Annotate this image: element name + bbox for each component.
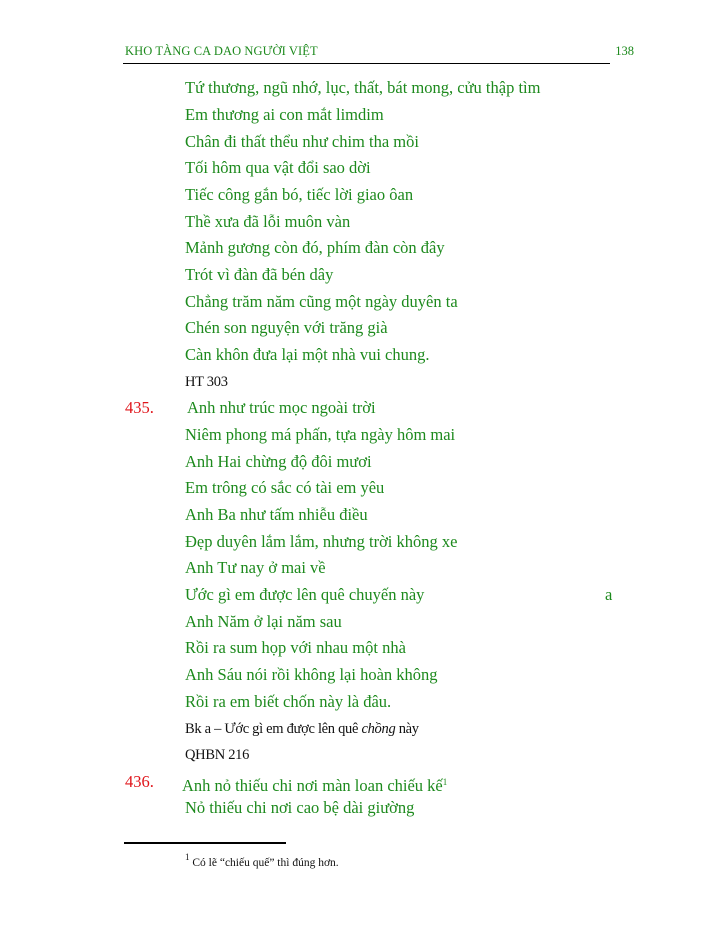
variant-marker: a	[605, 585, 613, 604]
verse-line: Niêm phong má phấn, tựa ngày hôm mai	[185, 425, 456, 444]
source-reference: QHBN 216	[185, 747, 250, 763]
verse-line: Càn khôn đưa lại một nhà vui chung.	[185, 345, 430, 364]
verse-line: Anh Tư nay ở mai về	[185, 558, 326, 577]
verse-line: Rồi ra em biết chốn này là đâu.	[185, 692, 392, 711]
verse-line: Anh Năm ở lại năm sau	[185, 612, 342, 631]
footnote-reference[interactable]: 1	[442, 777, 448, 787]
verse-line: Mảnh gương còn đó, phím đàn còn đây	[185, 238, 445, 257]
verse-line: Rồi ra sum họp với nhau một nhà	[185, 638, 406, 657]
source-reference: HT 303	[185, 374, 228, 390]
verse-line: Anh Hai chừng độ đôi mươi	[185, 452, 372, 471]
variant-note-text: Bk a – Ước gì em được lên quê	[185, 721, 362, 737]
footnote-mark: 1	[185, 852, 190, 862]
verse-line: Tứ thương, ngũ nhớ, lục, thất, bát mong, cửu thập tìm	[185, 78, 541, 97]
header-rule	[123, 63, 610, 64]
variant-note	[185, 719, 419, 739]
verse-line: Trót vì đàn đã bén dây	[185, 265, 334, 284]
verse-number: 436.	[125, 772, 154, 791]
verse-line: Anh Ba như tấm nhiễu điều	[185, 505, 368, 524]
verse-line-text: Anh nỏ thiếu chi nơi màn loan chiếu kế	[182, 776, 443, 795]
verse-line: Nỏ thiếu chi nơi cao bệ dài giường	[185, 798, 415, 817]
variant-note-end: này	[395, 721, 419, 737]
verse-line: Anh như trúc mọc ngoài trời	[187, 398, 376, 417]
verse-line: Đẹp duyên lắm lắm, nhưng trời không xe	[185, 532, 458, 551]
verse-line: Tiếc công gắn bó, tiếc lời giao ôan	[185, 185, 414, 204]
variant-note-emphasis: chồng	[361, 721, 396, 737]
verse-line: Thề xưa đã lỗi muôn vàn	[185, 212, 351, 231]
footnote-text: Có lẽ “chiếu quế” thì đúng hơn.	[189, 857, 339, 869]
verse-number: 435.	[125, 398, 154, 417]
verse-line: Anh Sáu nói rồi không lại hoàn không	[185, 665, 438, 684]
running-title: KHO TÀNG CA DAO NGƯỜI VIỆT	[125, 44, 318, 58]
verse-line: Em trông có sắc có tài em yêu	[185, 478, 385, 497]
verse-line: Chẳng trăm năm cũng một ngày duyên ta	[185, 292, 458, 311]
verse-line: Chân đi thất thểu như chim tha mồi	[185, 132, 419, 151]
footnote-rule	[124, 842, 286, 844]
verse-line	[182, 772, 447, 796]
page-number: 138	[615, 44, 634, 58]
verse-line: Em thương ai con mắt limdim	[185, 105, 384, 124]
verse-line: Tối hôm qua vật đổi sao dời	[185, 158, 371, 177]
verse-line: Chén son nguyện với trăng già	[185, 318, 388, 337]
verse-line: Ước gì em được lên quê chuyến này	[185, 585, 425, 604]
footnote	[185, 852, 339, 869]
